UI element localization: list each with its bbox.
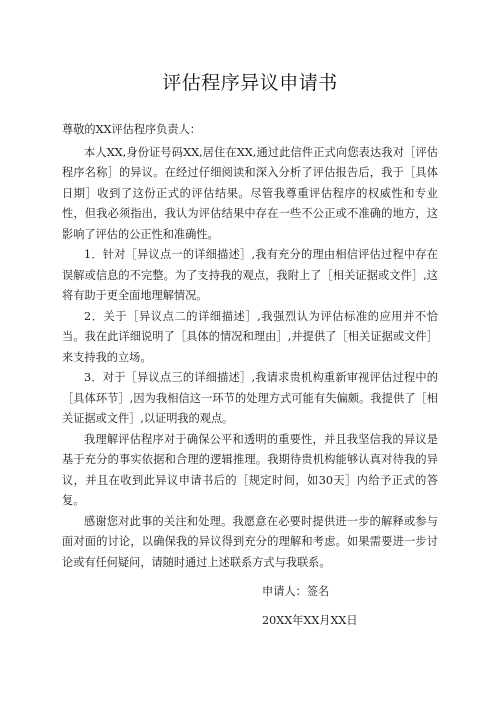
paragraph-point-1: 1．针对［异议点一的详细描述］,我有充分的理由相信评估过程中存在误解或信息的不完整。为了支持我的观点，我附上了［相关证据或文件］,这将有助于更全面地理解情况。 xyxy=(62,248,438,302)
document-title: 评估程序异议申请书 xyxy=(162,72,338,94)
paragraph-thanks: 感谢您对此事的关注和处理。我愿意在必要时提供进一步的解释或参与面对面的讨论，以确保我的异议得到充分的理解和考虑。如果需要进一步讨论或有任何疑问，请随时通过上述联系方式与我联系。 xyxy=(62,514,438,569)
salutation: 尊敬的XX评估程序负责人： xyxy=(62,123,201,136)
paragraph-understanding: 我理解评估程序对于确保公平和透明的重要性，并且我坚信我的异议是基于充分的事实依据和合理的逻辑推理。我期待贵机构能够认真对待我的异议，并且在收到此异议申请书后的［规定时间，如30天］内给予正式的答复。 xyxy=(62,432,438,507)
paragraph-point-3: 3．对于［异议点三的详细描述］,我请求贵机构重新审视评估过程中的［具体环节］,因为我相信这一环节的处理方式可能有失偏颇。我提供了［相关证据或文件］,以证明我的观点。 xyxy=(62,371,438,425)
paragraph-intro: 本人XX,身份证号码XX,居住在XX,通过此信件正式向您表达我对［评估程序名称］的异议。在经过仔细阅读和深入分析了评估报告后，我于［具体日期］收到了这份正式的评估结果。尽管我尊重评估程序的权威性和专业性，但我必须指出，我认为评估结果中存在一些不公正或不准确的地方，这影响了评估的公正性和准确性。 xyxy=(62,145,438,241)
date-line: 20XX年XX月XX日 xyxy=(262,614,358,627)
signature-line: 申请人：签名 xyxy=(262,585,330,598)
paragraph-point-2: 2．关于［异议点二的详细描述］,我强烈认为评估标准的应用并不恰当。我在此详细说明了［具体的情况和理由］,并提供了［相关证据或文件］来支持我的立场。 xyxy=(62,309,438,364)
document-body xyxy=(62,120,438,573)
